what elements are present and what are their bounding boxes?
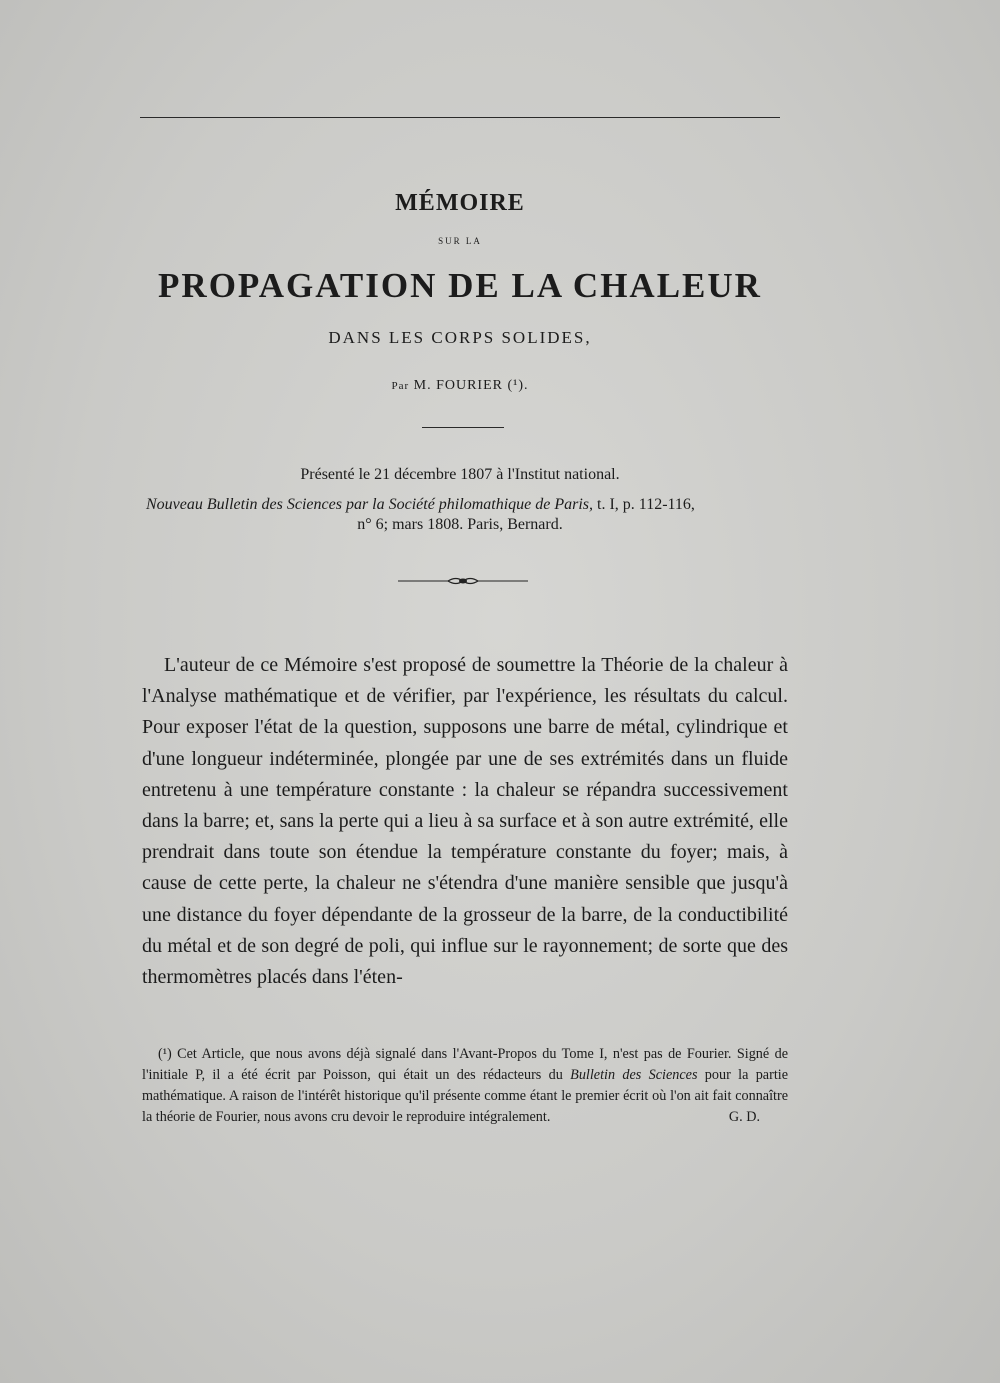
footnote <box>142 1044 788 1128</box>
ornament-divider <box>398 574 528 588</box>
page-title: PROPAGATION DE LA CHALEUR <box>158 266 762 305</box>
author-par: Par <box>391 380 410 392</box>
body-paragraph: L'auteur de ce Mémoire s'est proposé de soumettre la Théorie de la chaleur à l'Analyse mathématique et de vérifier, par l'expérience, les résultats du calcul. Pour exposer l'état de la question, supposons une barre de métal, cylindrique et d'une longueur indéterminée, plongée par une de ses extrémités dans un fluide entretenu à une température constante : la chaleur se répandra successivement dans la barre; et, sans la perte qui a lieu à sa surface et à son autre extrémité, elle prendrait dans toute son étendue la température constante du foyer; mais, à cause de cette perte, la chaleur ne s'étendra d'une manière sensible que jusqu'à une distance du foyer dépendante de la grosseur de la barre, de la conductibilité du métal et de son degré de poli, qui influe sur le rayonnement; de sorte que des thermomètres placés dans l'éten- <box>142 654 788 989</box>
sur-la-label: SUR LA <box>438 236 482 246</box>
footnote-part2: pour la partie mathématique. A raison de l'intérêt historique qu'il présente comme étant le premier écrit où l'on ait fait connaître la théorie de Fourier, nous avons cru devoir le reproduire intégralement. <box>142 1067 788 1125</box>
author-line <box>140 378 780 394</box>
memoire-heading: MÉMOIRE <box>395 190 525 216</box>
footnote-part1: (¹) Cet Article, que nous avons déjà signalé dans l'Avant-Propos du Tome I, n'est pas de Fourier. Signé de l'initiale P, il a été écrit par Poisson, qui était un des rédacteurs du <box>142 1046 788 1083</box>
bulletin-line-2: n° 6; mars 1808. Paris, Bernard. <box>357 516 563 533</box>
bulletin-rest: t. I, p. 112-116, <box>593 496 695 513</box>
body-text <box>142 650 788 993</box>
bulletin-line <box>146 494 780 516</box>
bulletin-italic: Nouveau Bulletin des Sciences par la Société philomathique de Paris, <box>146 496 594 513</box>
author-name: M. FOURIER (¹). <box>413 378 529 393</box>
footnote-signature: G. D. <box>728 1109 760 1125</box>
presented-line: Présenté le 21 décembre 1807 à l'Institut national. <box>300 466 620 483</box>
top-rule <box>140 117 780 118</box>
footnote-italic: Bulletin des Sciences <box>570 1067 698 1083</box>
short-divider <box>422 427 504 428</box>
page-subtitle: DANS LES CORPS SOLIDES, <box>328 328 592 347</box>
footnote-paragraph <box>142 1044 788 1128</box>
